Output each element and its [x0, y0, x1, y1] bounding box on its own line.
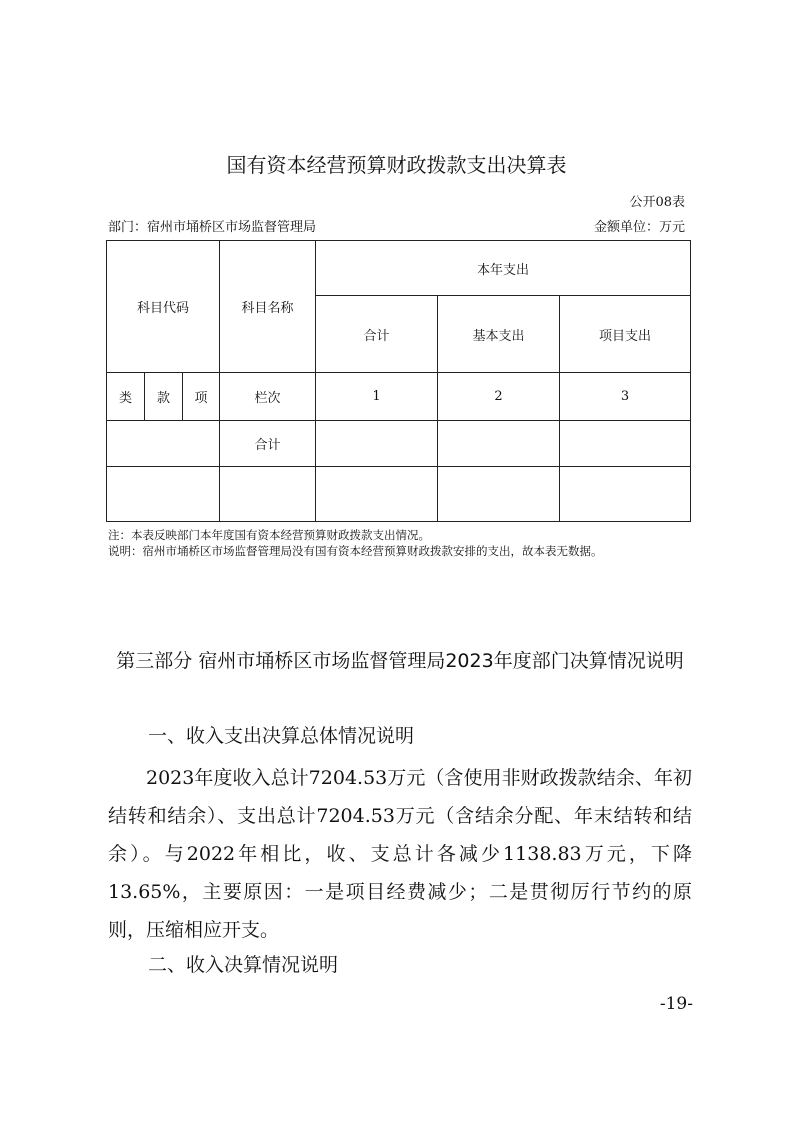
table-note: 注：本表反映部门本年度国有资本经营预算财政拨款支出情况。	[108, 528, 430, 542]
header-subject-name: 科目名称	[220, 241, 316, 373]
header-project-expense: 项目支出	[560, 296, 691, 373]
empty-row-code-cell	[107, 467, 220, 522]
header-year-expense: 本年支出	[316, 241, 691, 296]
part-three-title: 第三部分 宿州市埇桥区市场监督管理局2023年度部门决算情况说明	[116, 650, 684, 672]
section-two-heading: 二、收入决算情况说明	[148, 954, 339, 976]
sub-header-lei: 类	[107, 373, 145, 421]
row-lanci-label: 栏次	[220, 373, 316, 421]
sub-header-xiang: 项	[183, 373, 220, 421]
empty-row-basic-cell	[438, 467, 560, 522]
empty-row-total-cell	[316, 467, 438, 522]
section-one-body: 2023年度收入总计7204.53万元（含使用非财政拨款结余、年初结转和结余）、支出总计7204.53万元（含结余分配、年末结转和结余）。与2022年相比，收、支总计各减少1138.83万元，下降13.65%，主要原因：一是项目经费减少；二是贯彻厉行节约的原则，压缩相应开支。	[108, 767, 692, 941]
empty-row-project-cell	[560, 467, 691, 522]
column-index-1: 1	[316, 373, 438, 421]
column-index-3: 3	[560, 373, 691, 421]
amount-unit-label: 金额单位：万元	[593, 220, 685, 235]
total-row-total-cell	[316, 421, 438, 467]
column-index-2: 2	[438, 373, 560, 421]
table-explanation: 说明：宿州市埇桥区市场监督管理局没有国有资本经营预算财政拨款安排的支出，故本表无数据。	[108, 544, 603, 558]
empty-row-name-cell	[220, 467, 316, 522]
total-row-basic-cell	[438, 421, 560, 467]
expenditure-table	[106, 240, 691, 522]
total-row-project-cell	[560, 421, 691, 467]
header-basic-expense: 基本支出	[438, 296, 560, 373]
department-label: 部门：宿州市埇桥区市场监督管理局	[108, 220, 317, 235]
total-row-code-cell	[107, 421, 220, 467]
sub-header-kuan: 款	[145, 373, 183, 421]
table-title: 国有资本经营预算财政拨款支出决算表	[226, 153, 567, 177]
table-number: 公开08表	[629, 195, 685, 210]
header-subject-code: 科目代码	[107, 241, 220, 373]
total-row-label: 合计	[220, 421, 316, 467]
section-one-heading: 一、收入支出决算总体情况说明	[148, 725, 415, 747]
page-number: -19-	[659, 994, 693, 1014]
header-total: 合计	[316, 296, 438, 373]
